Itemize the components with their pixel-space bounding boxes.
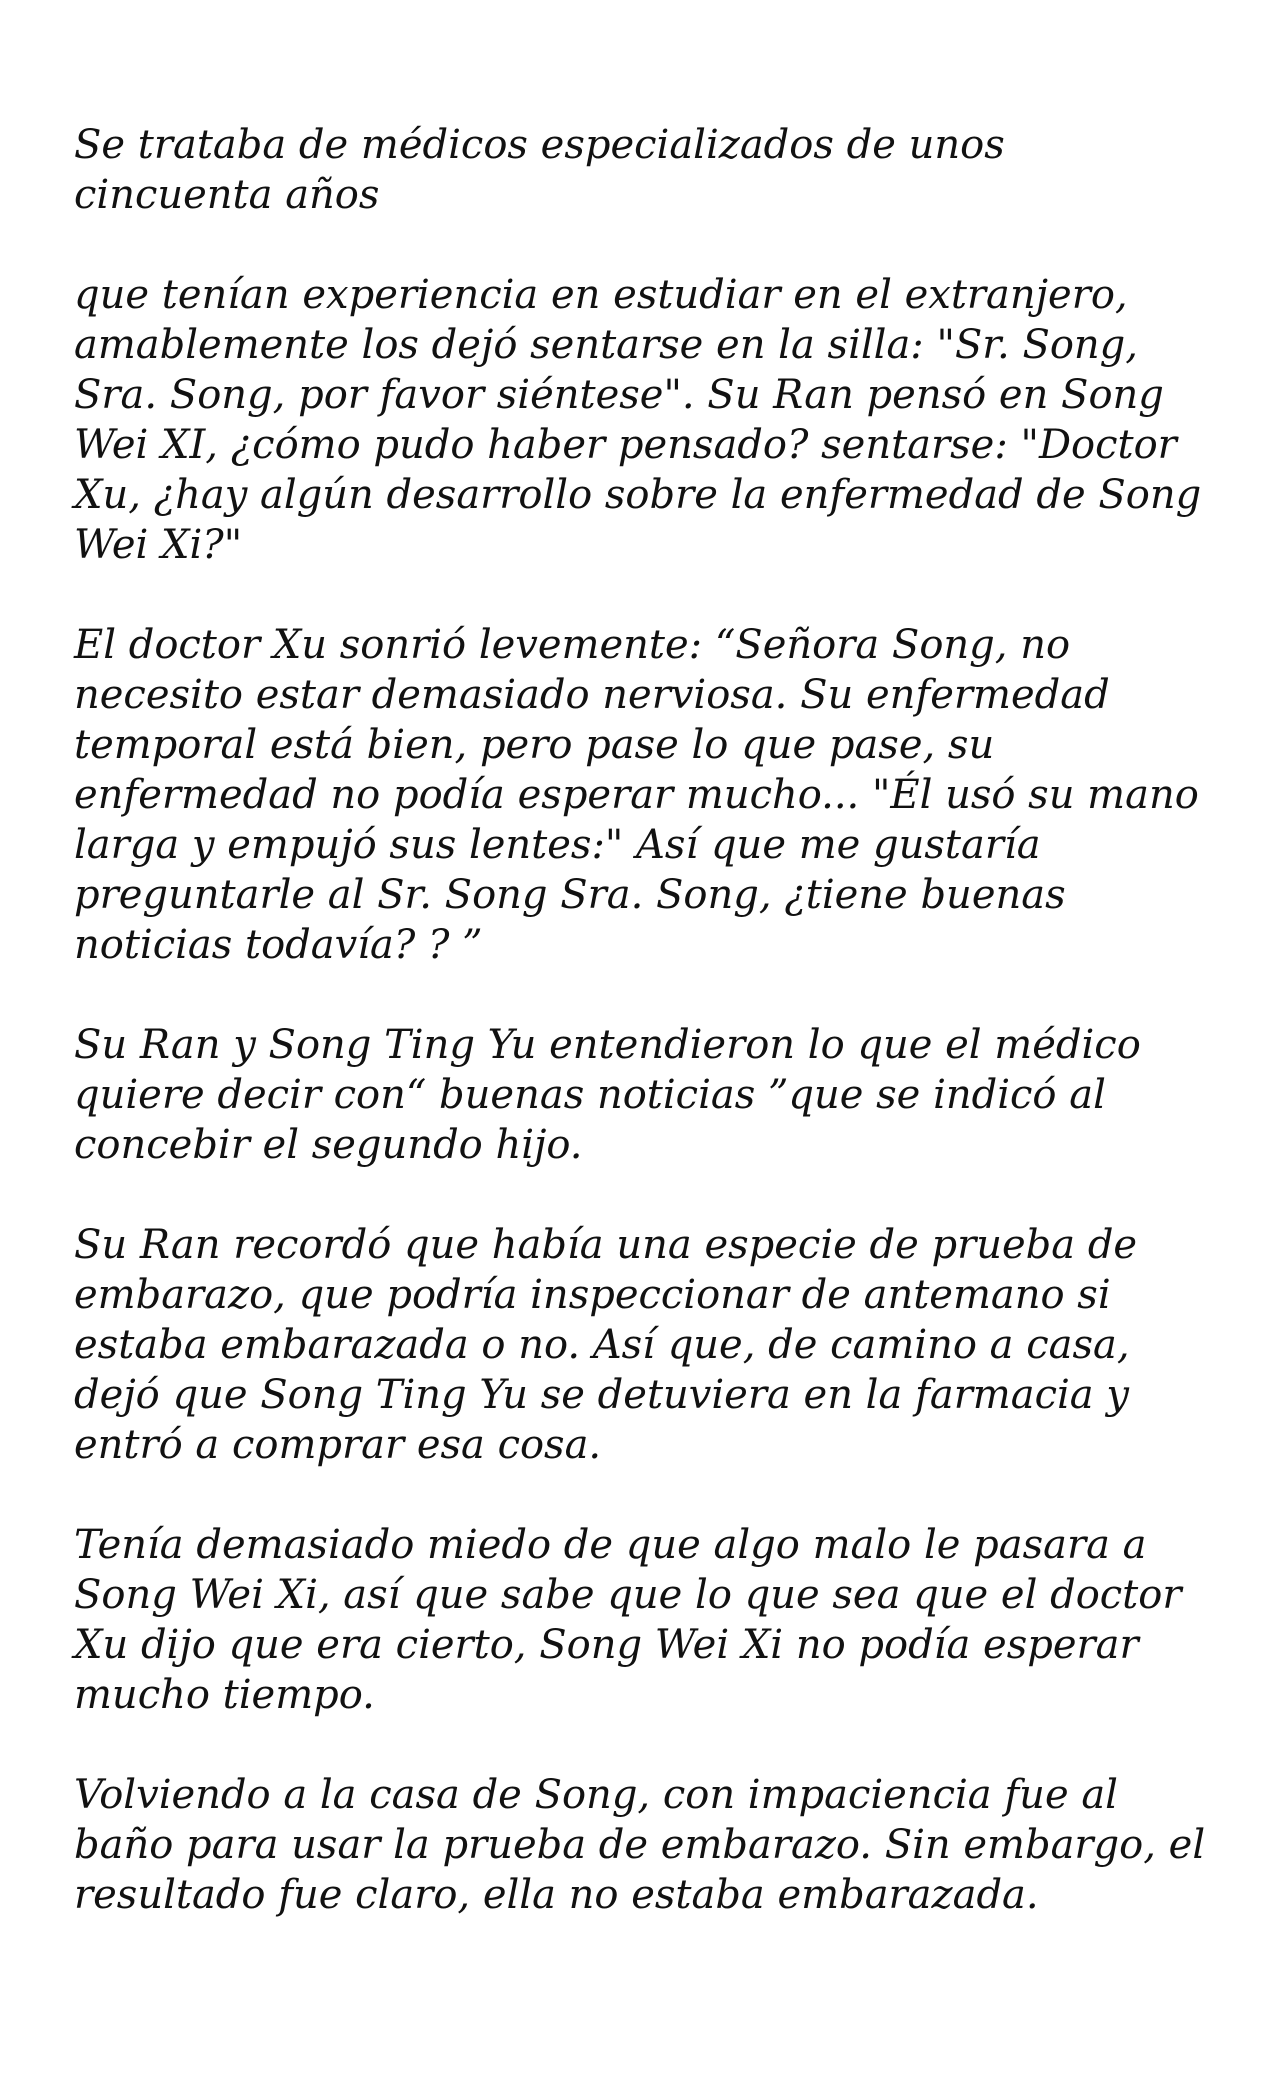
paragraph-4: Su Ran y Song Ting Yu entendieron lo que el médico quiere decir con“ buenas noticias ”que se indicó al concebir el segundo hijo. [74,1022,1141,1168]
paragraph-3: El doctor Xu sonrió levemente: “Señora Song, no necesito estar demasiado nerviosa. Su enfermedad temporal está bien, pero pase lo que pase, su enfermedad no podía esperar mucho... "Él usó su mano larga y empujó sus lentes:" Así que me gustaría preguntarle al Sr. Song Sra. Song, ¿tiene buenas noticias todavía? ? ” [74,622,1199,968]
paragraph-2: que tenían experiencia en estudiar en el extranjero, amablemente los dejó sentarse en la silla: "Sr. Song, Sra. Song, por favor siéntese". Su Ran pensó en Song Wei XI, ¿cómo pudo haber pensado? sentarse: "Doctor Xu, ¿hay algún desarrollo sobre la enfermedad de Song Wei Xi?" [74,272,1202,568]
paragraph-5: Su Ran recordó que había una especie de prueba de embarazo, que podría inspeccionar de antemano si estaba embarazada o no. Así que, de camino a casa, dejó que Song Ting Yu se detuviera en la farmacia y entró a comprar esa cosa. [74,1222,1138,1468]
paragraph-6: Tenía demasiado miedo de que algo malo le pasara a Song Wei Xi, así que sabe que lo que sea que el doctor Xu dijo que era cierto, Song Wei Xi no podía esperar mucho tiempo. [74,1522,1182,1718]
paragraph-7: Volviendo a la casa de Song, con impaciencia fue al baño para usar la prueba de embarazo. Sin embargo, el resultado fue claro, ella no estaba embarazada. [74,1772,1206,1918]
paragraph-1: Se trataba de médicos especializados de unos cincuenta años [74,122,1005,218]
